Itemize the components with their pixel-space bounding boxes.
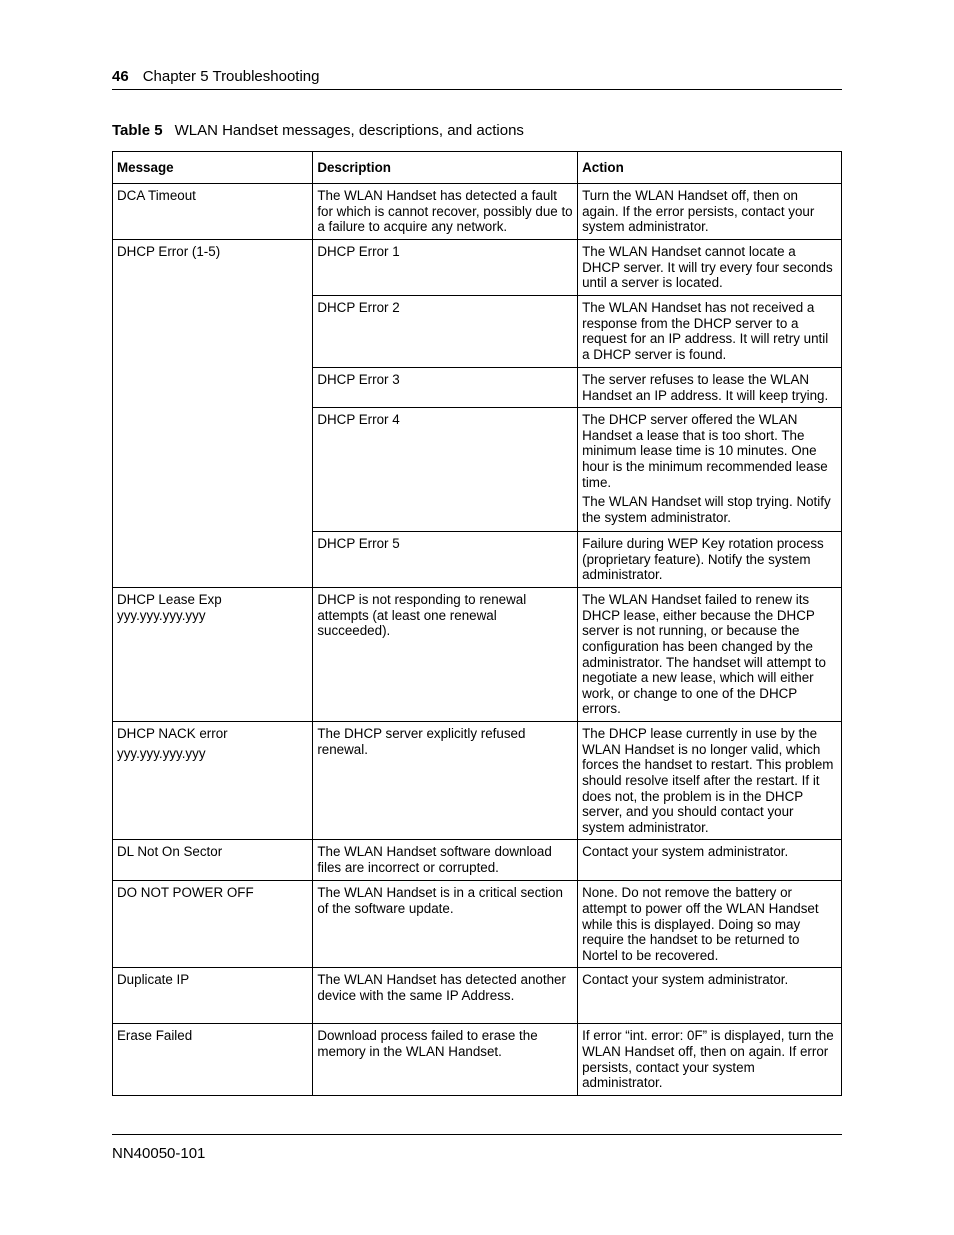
table-row [113, 184, 842, 240]
message-cell: Erase Failed [113, 1024, 313, 1096]
action-cell: The WLAN Handset failed to renew its DHCP lease, either because the DHCP server is not running, or because the configuration has been changed by the administrator. The handset will attempt to negotiate a new lease, which will either work, or change to one of the DHCP errors. [578, 588, 842, 722]
message-cell: DHCP Lease Exp yyy.yyy.yyy.yyy [113, 588, 313, 722]
table-row [113, 240, 842, 296]
action-cell: Contact your system administrator. [578, 840, 842, 881]
action-cell: If error “int. error: 0F” is displayed, turn the WLAN Handset off, then on again. If error persists, contact your system administrator. [578, 1024, 842, 1096]
action-cell: The DHCP lease currently in use by the WLAN Handset is no longer valid, which forces the handset to restart. This problem should resolve itself after the restart. If it does not, the problem is in the DHCP server, and you should contact your system administrator. [578, 722, 842, 840]
description-cell: DHCP is not responding to renewal attempts (at least one renewal succeeded). [313, 588, 578, 722]
column-header-message: Message [113, 152, 313, 184]
message-cell: DHCP NACK error yyy.yyy.yyy.yyy [113, 722, 313, 840]
table-row [113, 968, 842, 1024]
message-cell: DHCP Error (1-5) [113, 240, 313, 588]
description-cell: Download process failed to erase the memory in the WLAN Handset. [313, 1024, 578, 1096]
table-row [113, 588, 842, 722]
message-cell: DCA Timeout [113, 184, 313, 240]
header-rule [112, 89, 842, 90]
document-number: NN40050-101 [112, 1145, 206, 1162]
table-header-row [113, 152, 842, 184]
action-cell: Failure during WEP Key rotation process (proprietary feature). Notify the system administrator. [578, 532, 842, 588]
chapter-title: Chapter 5 Troubleshooting [142, 68, 320, 85]
description-cell: DHCP Error 1 [313, 240, 578, 296]
description-cell: DHCP Error 4 [313, 408, 578, 532]
table-row [113, 1024, 842, 1096]
action-cell: Contact your system administrator. [578, 968, 842, 1024]
message-cell: DO NOT POWER OFF [113, 881, 313, 968]
message-cell: Duplicate IP [113, 968, 313, 1024]
action-cell: The server refuses to lease the WLAN Handset an IP address. It will keep trying. [578, 368, 842, 408]
page-number: 46 [112, 68, 129, 85]
table-row [113, 881, 842, 968]
description-cell: DHCP Error 5 [313, 532, 578, 588]
description-cell: The DHCP server explicitly refused renewal. [313, 722, 578, 840]
column-header-action: Action [578, 152, 842, 184]
description-cell: DHCP Error 3 [313, 368, 578, 408]
description-cell: DHCP Error 2 [313, 296, 578, 368]
action-cell: The WLAN Handset has not received a response from the DHCP server to a request for an IP address. It will retry until a DHCP server is found. [578, 296, 842, 368]
footer-rule [112, 1134, 842, 1135]
page-footer [112, 1134, 842, 1162]
message-cell: DL Not On Sector [113, 840, 313, 881]
page-header [112, 68, 842, 85]
description-cell: The WLAN Handset has detected a fault for which is cannot recover, possibly due to a failure to acquire any network. [313, 184, 578, 240]
column-header-description: Description [313, 152, 578, 184]
action-cell: The DHCP server offered the WLAN Handset a lease that is too short. The minimum lease time is 10 minutes. One hour is the minimum recommended lease time. The WLAN Handset will stop trying. Notify the system administrator. [578, 408, 842, 532]
description-cell: The WLAN Handset has detected another device with the same IP Address. [313, 968, 578, 1024]
messages-table [112, 151, 842, 1096]
table-row [113, 722, 842, 840]
description-cell: The WLAN Handset is in a critical section of the software update. [313, 881, 578, 968]
table-row [113, 840, 842, 881]
description-cell: The WLAN Handset software download files are incorrect or corrupted. [313, 840, 578, 881]
action-cell: None. Do not remove the battery or attempt to power off the WLAN Handset while this is displayed. Doing so may require the handset to be returned to Nortel to be recovered. [578, 881, 842, 968]
action-cell: Turn the WLAN Handset off, then on again. If the error persists, contact your system administrator. [578, 184, 842, 240]
action-cell: The WLAN Handset cannot locate a DHCP server. It will try every four seconds until a server is located. [578, 240, 842, 296]
table-caption [112, 122, 524, 139]
table-label: Table 5 [112, 122, 163, 139]
table-title: WLAN Handset messages, descriptions, and actions [174, 122, 524, 139]
